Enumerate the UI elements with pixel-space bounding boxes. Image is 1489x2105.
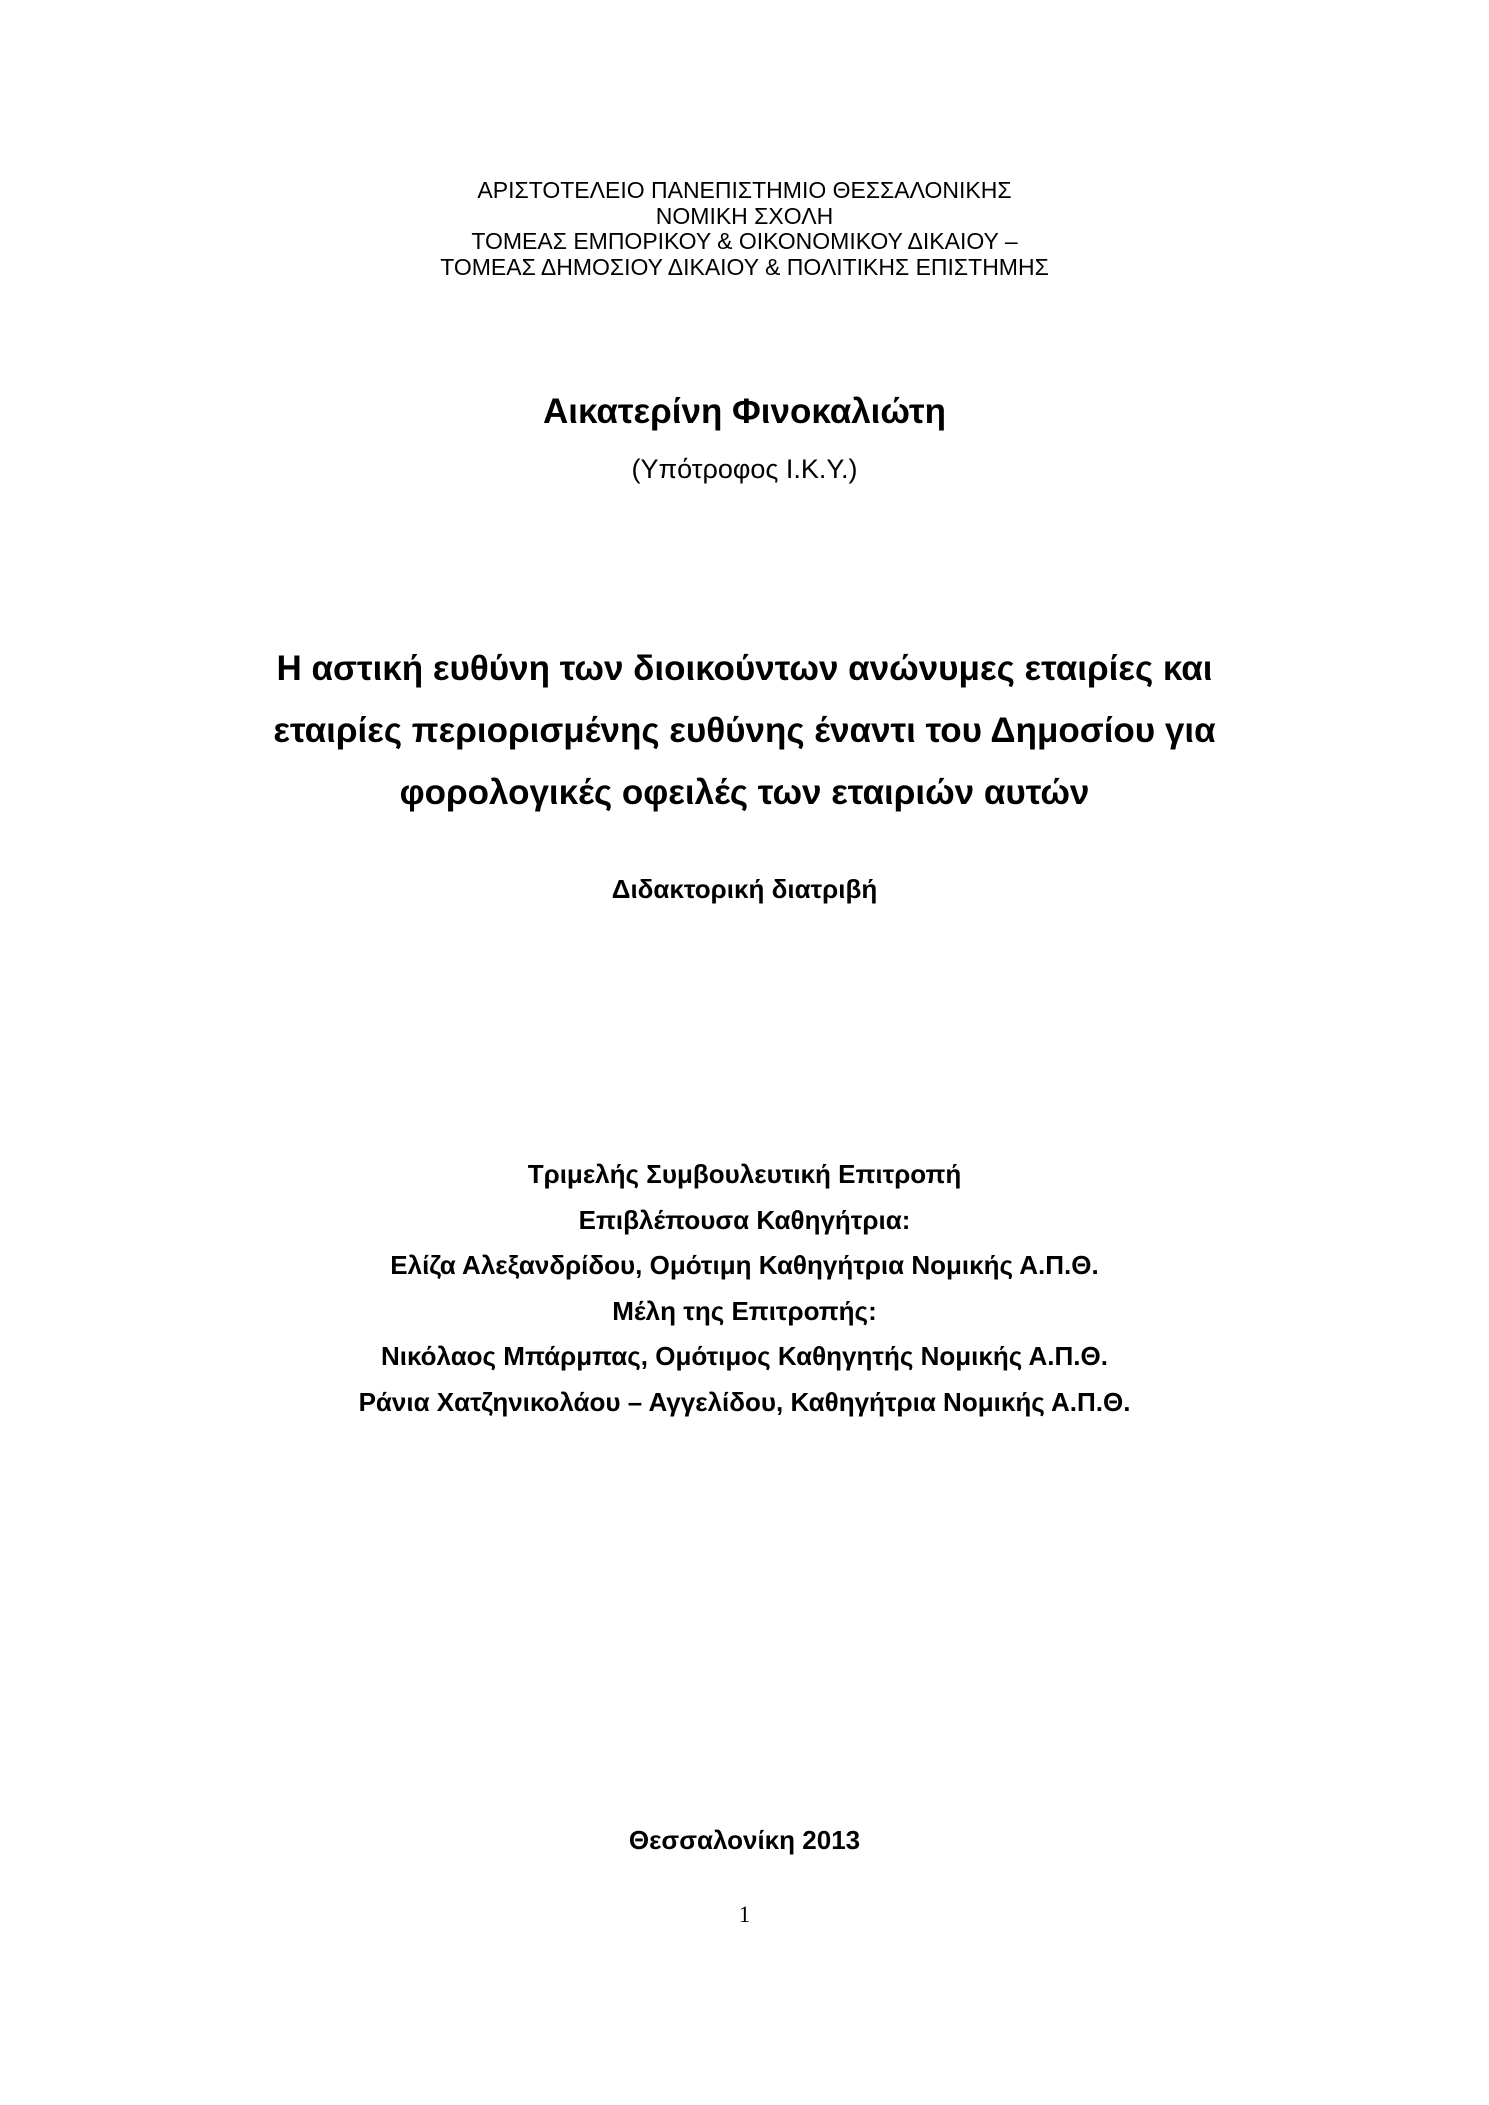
faculty-name: ΝΟΜΙΚΗ ΣΧΟΛΗ	[655, 202, 834, 229]
page-number: 1	[738, 1902, 751, 1927]
department-name-2: ΤΟΜΕΑΣ ΔΗΜΟΣΙΟΥ ΔΙΚΑΙΟΥ & ΠΟΛΙΤΙΚΗΣ ΕΠΙΣΤΗΜΗΣ	[440, 253, 1049, 280]
department-name-1: ΤΟΜΕΑΣ ΕΜΠΟΡΙΚΟΥ & ΟΙΚΟΝΟΜΙΚΟΥ ΔΙΚΑΙΟΥ –	[471, 228, 1018, 254]
thesis-title	[0, 638, 1489, 824]
author-role: (Υπότροφος Ι.Κ.Υ.)	[631, 454, 858, 484]
advisory-committee	[0, 1152, 1489, 1425]
author-name: Αικατερίνη Φινοκαλιώτη	[543, 392, 946, 431]
thesis-type: Διδακτορική διατριβή	[611, 874, 878, 904]
thesis-title-line-1: Η αστική ευθύνη των διοικούντων ανώνυμες εταιρίες και	[276, 649, 1213, 688]
committee-member: Νικόλαος Μπάρμπας, Ομότιμος Καθηγητής Νομικής Α.Π.Θ.	[381, 1341, 1108, 1371]
thesis-title-line-2: εταιρίες περιορισμένης ευθύνης έναντι του Δημοσίου για	[273, 711, 1216, 750]
members-label: Μέλη της Επιτροπής:	[612, 1295, 877, 1326]
supervisor-label: Επιβλέπουσα Καθηγήτρια:	[578, 1204, 911, 1235]
university-header	[0, 178, 1489, 280]
supervisor-name: Ελίζα Αλεξανδρίδου, Ομότιμη Καθηγήτρια Νομικής Α.Π.Θ.	[390, 1250, 1099, 1280]
committee-heading: Τριμελής Συμβουλευτική Επιτροπή	[527, 1159, 962, 1189]
committee-member: Ράνια Χατζηνικολάου – Αγγελίδου, Καθηγήτρια Νομικής Α.Π.Θ.	[358, 1386, 1131, 1417]
thesis-title-line-3: φορολογικές οφειλές των εταιριών αυτών	[399, 773, 1090, 812]
university-name: ΑΡΙΣΤΟΤΕΛΕΙΟ ΠΑΝΕΠΙΣΤΗΜΙΟ ΘΕΣΣΑΛΟΝΙΚΗΣ	[477, 177, 1012, 203]
city-year: Θεσσαλονίκη 2013	[628, 1825, 861, 1855]
